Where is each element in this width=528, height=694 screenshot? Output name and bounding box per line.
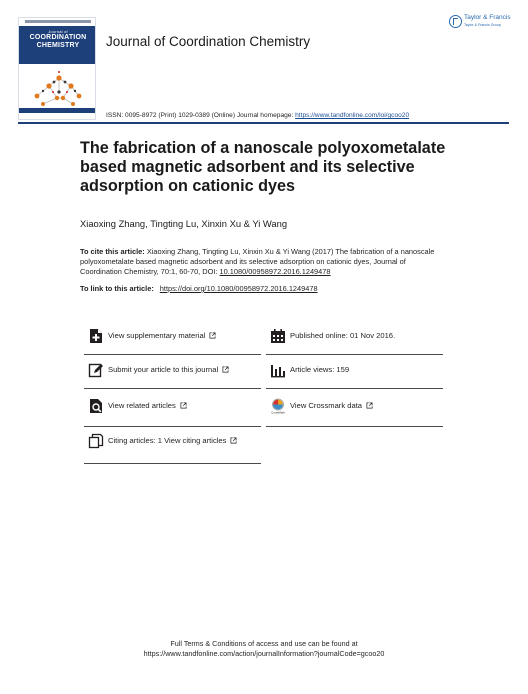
crossmark-badge-text: CrossMark — [271, 410, 285, 414]
external-link-icon — [180, 402, 187, 409]
citing-articles-link[interactable] — [84, 428, 261, 458]
external-link-icon — [222, 366, 229, 373]
issn-line — [106, 112, 409, 119]
cover-footer-band — [19, 108, 95, 113]
submit-article-label: Submit your article to this journal — [108, 365, 229, 374]
article-title: The fabrication of a nanoscale polyoxometalate based magnetic adsorbent and its selective adsorption on cationic dyes — [80, 139, 446, 195]
external-link-icon — [366, 402, 373, 409]
cite-text: Xiaoxing Zhang, Tingting Lu, Xinxin Xu & Yi Wang (2017) The fabrication of a nanoscale polyoxometalate based magnetic adsorbent and its selective adsorption on cationic dyes, Journal of Coordination Chemistry, 70:1, 60-70, DOI: — [80, 247, 435, 276]
link-label: To link to this article: — [80, 284, 154, 293]
crossmark-icon — [270, 398, 286, 414]
article-link-line — [80, 284, 318, 293]
article-views-info — [266, 357, 443, 387]
journal-homepage-link[interactable]: https://www.tandfonline.com/loi/gcoo20 — [295, 112, 410, 119]
cover-top-line — [25, 20, 91, 23]
grid-divider — [266, 388, 443, 389]
grid-divider — [84, 354, 261, 355]
related-articles-link[interactable] — [84, 393, 261, 423]
supplementary-material-link[interactable] — [84, 323, 261, 353]
tf-logo-name: Taylor & Francis — [464, 14, 511, 21]
journal-cover-image[interactable] — [18, 17, 96, 120]
article-views-label: Article views: 159 — [290, 365, 350, 374]
published-online-label: Published online: 01 Nov 2016. — [290, 331, 396, 340]
grid-divider — [266, 354, 443, 355]
supplement-plus-icon — [88, 328, 104, 344]
citing-articles-label: Citing articles: 1 View citing articles — [108, 436, 237, 445]
cite-doi-link[interactable]: 10.1080/00958972.2016.1249478 — [219, 267, 331, 276]
issn-text: ISSN: 0095-8972 (Print) 1029-0389 (Online) Journal homepage: — [106, 112, 296, 119]
related-articles-label: View related articles — [108, 401, 187, 410]
article-authors: Xiaoxing Zhang, Tingting Lu, Xinxin Xu & Yi Wang — [80, 218, 288, 229]
tf-logo-icon — [449, 15, 462, 28]
cover-journal-name: Journal of COORDINATION CHEMISTRY — [21, 29, 95, 50]
footer-terms-text: Full Terms & Conditions of access and use can be found at — [170, 639, 358, 648]
grid-divider — [266, 426, 443, 427]
external-link-icon — [209, 332, 216, 339]
journal-title[interactable]: Journal of Coordination Chemistry — [106, 34, 311, 49]
cover-molecule-illustration — [29, 68, 87, 108]
grid-divider — [84, 426, 261, 427]
footer — [0, 639, 528, 659]
crossmark-link[interactable] — [266, 393, 443, 423]
bar-chart-icon — [270, 362, 286, 378]
taylor-francis-logo[interactable] — [449, 14, 515, 34]
header-divider — [18, 122, 509, 124]
submit-article-link[interactable] — [84, 357, 261, 387]
article-doi-link[interactable]: https://doi.org/10.1080/00958972.2016.1249478 — [159, 284, 318, 293]
cover-journal-name-small: Journal of — [48, 29, 68, 34]
calendar-icon — [270, 328, 286, 344]
citing-copy-icon — [88, 433, 104, 449]
tf-logo-tagline: Taylor & Francis Group — [464, 23, 501, 27]
supplementary-label: View supplementary material — [108, 331, 216, 340]
grid-divider — [84, 388, 261, 389]
edit-pen-icon — [88, 362, 104, 378]
footer-terms-link[interactable]: https://www.tandfonline.com/action/journalInformation?journalCode=gcoo20 — [143, 649, 385, 658]
citation-block — [80, 247, 446, 277]
external-link-icon — [230, 437, 237, 444]
grid-divider — [84, 463, 261, 464]
cite-label: To cite this article: — [80, 247, 145, 256]
crossmark-label: View Crossmark data — [290, 401, 373, 410]
related-search-icon — [88, 398, 104, 414]
published-online-info — [266, 323, 443, 353]
